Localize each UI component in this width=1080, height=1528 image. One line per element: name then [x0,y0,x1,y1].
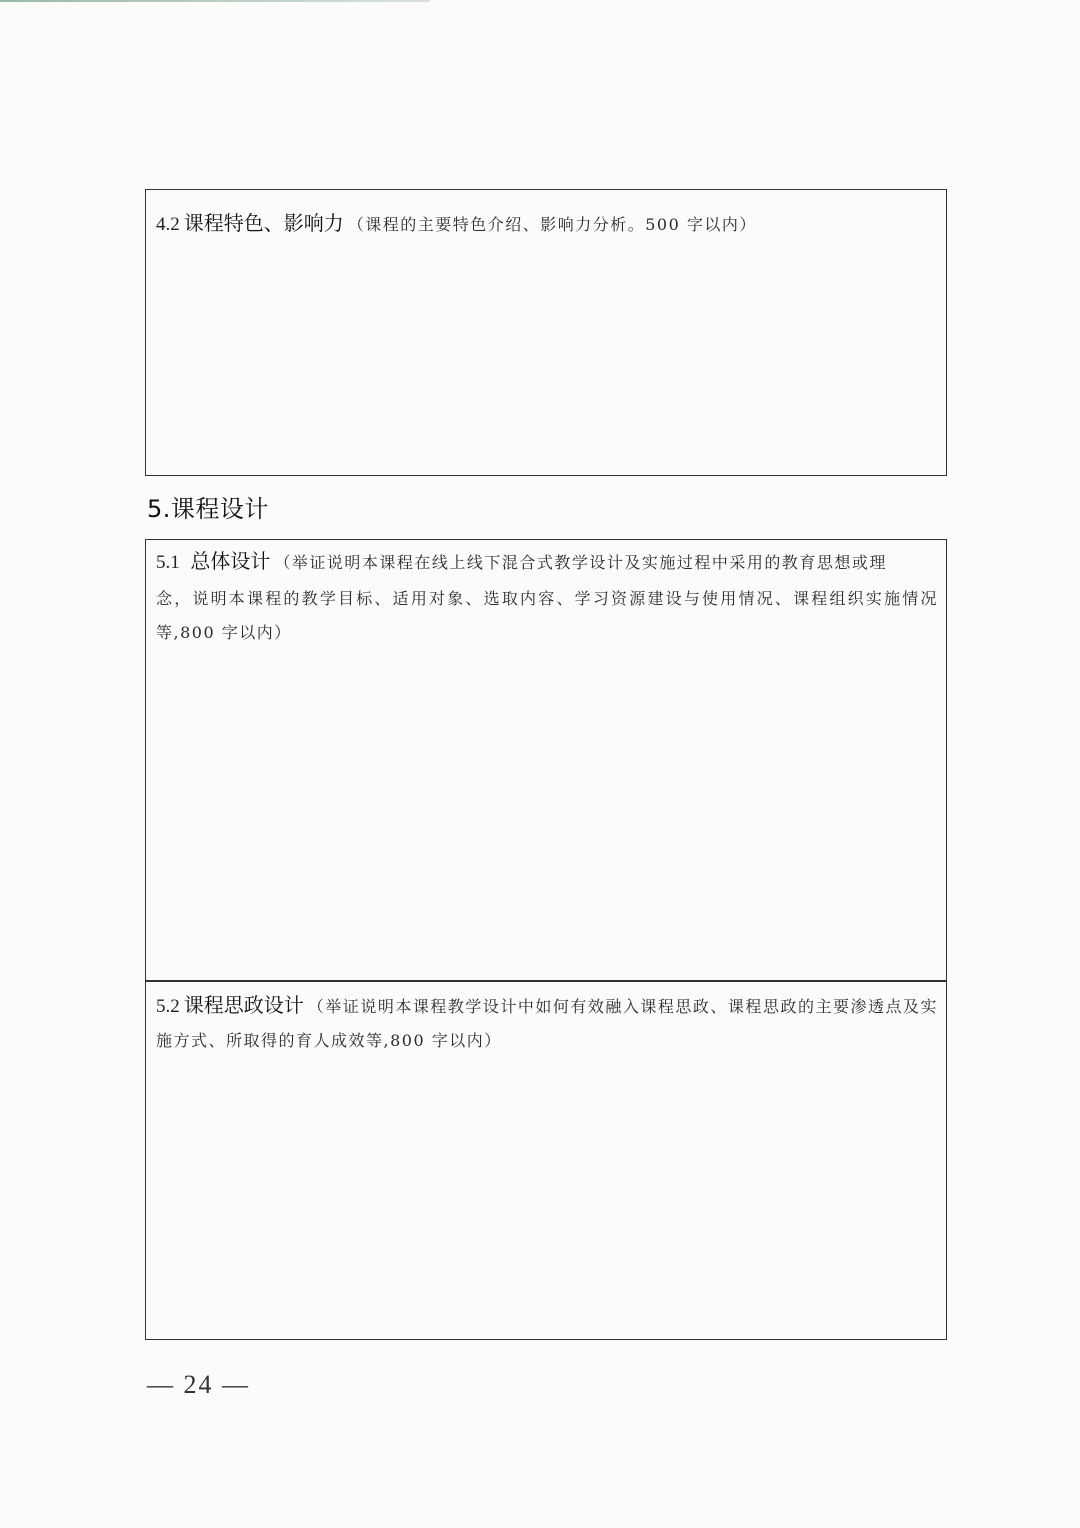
section-5-2-description: （举证说明本课程教学设计中如何有效融入课程思政、课程思政的主要渗透点及实施方式、所取得的育人成效等,800 字以内） [156,997,938,1050]
section-4-2-box [145,189,947,476]
section-5-title: 5.课程设计 [147,495,269,523]
section-4-2-number: 4.2 [156,214,180,235]
section-5-2-number: 5.2 [156,996,180,1017]
scan-top-edge-line [0,0,430,2]
section-5-2-heading: 课程思政设计 [183,993,304,1017]
section-5-1-number: 5.1 [156,552,180,573]
section-5-1-description-line1: （举证说明本课程在线上线下混合式教学设计及实施过程中采用的教育思想或理 [274,553,887,572]
section-5-2-box [145,980,947,1340]
section-5-1-box [145,539,947,982]
section-4-2-prompt [156,202,938,246]
section-5-1-description-line2: 念，说明本课程的教学目标、适用对象、选取内容、学习资源建设与使用情况、课程组织实施情况等,800 字以内） [156,589,938,642]
section-4-2-description: （课程的主要特色介绍、影响力分析。500 字以内） [347,215,757,234]
page-number: — 24 — [147,1370,250,1399]
section-5-1-prompt [156,544,938,650]
section-5-1-heading: 总体设计 [190,549,271,573]
section-4-2-heading: 课程特色、影响力 [183,211,344,235]
section-5-2-prompt [156,988,938,1058]
